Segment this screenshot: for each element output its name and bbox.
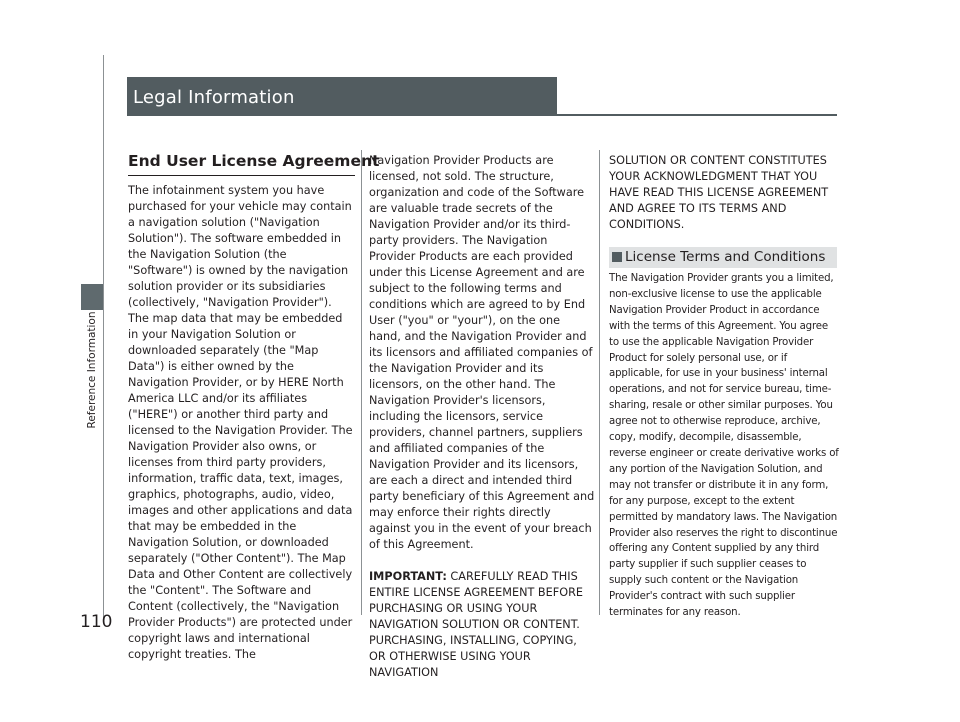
important-text: CAREFULLY READ THIS ENTIRE LICENSE AGREEMENT BEFORE PURCHASING OR USING YOUR NAVIGATION SOLUTION OR CONTENT. PURCHASING, INSTALLING, COPYING, OR OTHERWISE USING YOUR NAVIGATION [369, 570, 584, 679]
body-paragraph: Navigation Provider Products are licensed, not sold. The structure, organization and code of the Software are valuable trade secrets of the Navigation Provider and/or its third-party providers. The Navigation Provider Products are each provided under this License Agreement and are subject to the following terms and conditions which are agreed to by End User ("you" or "your"), on the one hand, and the Navigation Provider and its licensors and affiliated companies of the Navigation Provider and its licensors, on the other hand. The Navigation Provider's licensors, including the licensors, service providers, channel partners, suppliers and affiliated companies of the Navigation Provider and its licensors, are each a direct and intended third party beneficiary of this Agreement and may enforce their rights directly against you in the event of your breach of this Agreement. [369, 154, 595, 551]
column-divider [599, 150, 600, 615]
subsection-heading-bar [609, 247, 837, 268]
column-3 [609, 153, 837, 233]
column-2 [369, 153, 595, 681]
page-title: Legal Information [133, 87, 295, 108]
important-label: IMPORTANT: [369, 570, 447, 583]
heading-underline [128, 175, 355, 176]
sidebar-section-label: Reference Information [86, 311, 98, 429]
paragraph-gap [369, 553, 595, 569]
column-divider [361, 150, 362, 615]
section-tab-marker [81, 284, 103, 310]
license-terms-body [609, 271, 839, 621]
section-heading: End User License Agreement [128, 152, 380, 170]
sidebar-divider [103, 55, 104, 623]
body-paragraph: SOLUTION OR CONTENT CONSTITUTES YOUR ACKNOWLEDGMENT THAT YOU HAVE READ THIS LICENSE AGREEMENT AND AGREE TO ITS TERMS AND CONDITIONS. [609, 154, 829, 231]
body-paragraph: The Navigation Provider grants you a limited, non-exclusive license to use the applicable Navigation Provider Product in accordance with the terms of this Agreement. You agree to use the applicable Navigation Provider Product for solely personal use, or if applicable, for use in your business' internal operations, and not for service bureau, time-sharing, resale or other similar purposes. You agree not to otherwise reproduce, archive, copy, modify, decompile, disassemble, reverse engineer or create derivative works of any portion of the Navigation Solution, and may not transfer or distribute it in any form, for any purpose, except to the extent permitted by mandatory laws. The Navigation Provider also reserves the right to discontinue offering any Content supplied by any third party supplier if such supplier ceases to supply such content or the Navigation Provider's contract with such supplier terminates for any reason. [609, 273, 839, 619]
title-underline [127, 114, 837, 116]
page-number: 110 [80, 612, 113, 632]
body-paragraph: The infotainment system you have purchased for your vehicle may contain a navigation solution ("Navigation Solution"). The software embedded in the Navigation Solution (the "Software") is owned by the navigation solution provider or its subsidiaries (collectively, "Navigation Provider"). The map data that may be embedded in your Navigation Solution or downloaded separately (the "Map Data") is either owned by the Navigation Provider, or by HERE North America LLC and/or its affiliates ("HERE") or another third party and licensed to the Navigation Provider. The Navigation Provider also owns, or licenses from third party providers, information, traffic data, text, images, graphics, photographs, audio, video, images and other applications and data that may be embedded in the Navigation Solution, or downloaded separately ("Other Content"). The Map Data and Other Content are collectively the "Content". The Software and Content (collectively, the "Navigation Provider Products") are protected under copyright laws and international copyright treaties. The [128, 184, 353, 661]
column-1 [128, 183, 354, 663]
important-notice [369, 569, 595, 681]
square-bullet-icon [612, 252, 622, 262]
subsection-heading: License Terms and Conditions [625, 249, 826, 265]
